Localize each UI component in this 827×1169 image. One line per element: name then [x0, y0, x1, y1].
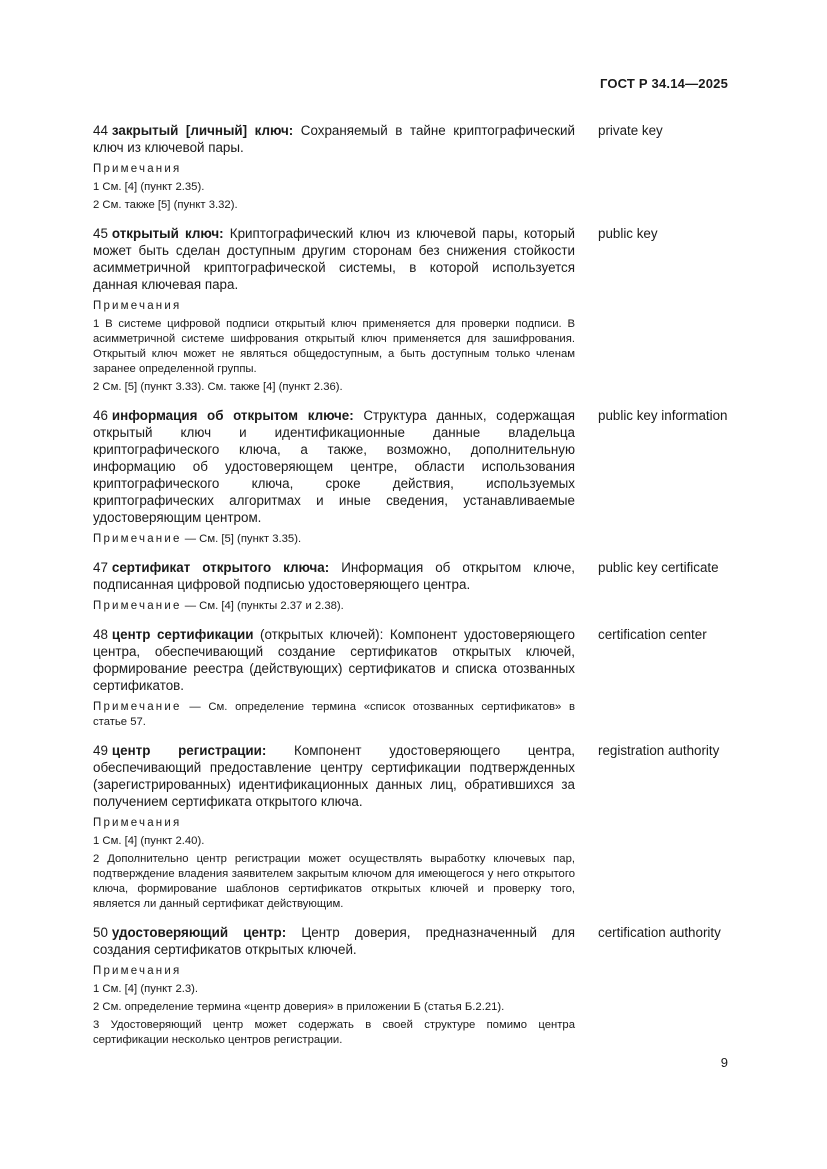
notes-heading: Примечания	[93, 817, 182, 829]
english-equivalent: public key information	[598, 408, 728, 423]
term-entry-46	[93, 407, 733, 547]
term-number: 47	[93, 560, 108, 575]
term-name: центр регистрации:	[111, 743, 267, 758]
notes-block	[93, 299, 575, 395]
note-item: 2 См. определение термина «центр доверия» в приложении Б (статья Б.2.21).	[93, 1001, 505, 1013]
term-definition	[93, 626, 575, 694]
english-equivalent: public key	[598, 226, 658, 241]
terms-list	[93, 122, 733, 1054]
definition-text: Криптографический ключ из ключевой пары, который может быть сделан доступным другим сторонам без снижения стойкости асимметричной криптографической системы, в которой используется данная ключевая пара.	[93, 226, 575, 292]
note-single	[93, 532, 575, 547]
term-definition	[93, 742, 575, 810]
page-number: 9	[720, 1055, 728, 1070]
notes-heading: Примечания	[93, 300, 182, 312]
note-item: 3 Удостоверяющий центр может содержать в своей структуре помимо центра сертификации несколько центров регистрации.	[93, 1019, 575, 1046]
term-name: закрытый [личный] ключ:	[111, 123, 294, 138]
notes-block	[93, 964, 575, 1048]
term-name: удостоверяющий центр:	[111, 925, 287, 940]
english-equivalent: certification authority	[598, 925, 721, 940]
term-entry-48	[93, 626, 733, 730]
note-label: Примечание	[93, 533, 182, 545]
notes-block	[93, 599, 575, 614]
note-item: 1 В системе цифровой подписи открытый ключ применяется для проверки подписи. В асимметричной системе шифрования открытый ключ применяется для зашифрования. Открытый ключ может не являться общедоступным, а быть доступным только членам заранее определенной группы.	[93, 318, 575, 375]
definition-text: Информация об открытом ключе, подписанная цифровой подписью удостоверяющего центра.	[93, 560, 575, 592]
note-item: 2 Дополнительно центр регистрации может осуществлять выработку ключевых пар, подтверждение владения заявителем закрытым ключом для имеющегося у него открытого ключа, формирование шаблонов сертификатов открытых ключей и проверку того, является ли данный сертификат действующим.	[93, 853, 575, 910]
term-entry-50	[93, 924, 733, 1048]
note-single	[93, 599, 575, 614]
term-definition	[93, 407, 575, 526]
term-entry-44	[93, 122, 733, 213]
term-definition	[93, 559, 575, 593]
definition-text: Сохраняемый в тайне криптографический ключ из ключевой пары.	[93, 123, 575, 155]
term-number: 50	[93, 925, 108, 940]
notes-block	[93, 700, 575, 730]
term-name: открытый ключ:	[111, 226, 224, 241]
term-entry-49	[93, 742, 733, 912]
term-number: 45	[93, 226, 108, 241]
note-item: 1 См. [4] (пункт 2.40).	[93, 835, 205, 847]
english-equivalent: certification center	[598, 627, 707, 642]
note-text: — См. [4] (пункты 2.37 и 2.38).	[184, 600, 344, 612]
term-entry-47	[93, 559, 733, 614]
note-text: — См. определение термина «список отозванных сертификатов» в статье 57.	[93, 701, 575, 728]
english-equivalent: registration authority	[598, 743, 720, 758]
document-header: ГОСТ Р 34.14—2025	[599, 76, 728, 91]
note-label: Примечание	[93, 600, 182, 612]
notes-block	[93, 816, 575, 912]
note-item: 1 См. [4] (пункт 2.35).	[93, 181, 205, 193]
term-number: 49	[93, 743, 108, 758]
note-item: 2 См. [5] (пункт 3.33). См. также [4] (пункт 2.36).	[93, 381, 343, 393]
term-name: сертификат открытого ключа:	[111, 560, 330, 575]
notes-heading: Примечания	[93, 965, 182, 977]
note-item: 1 См. [4] (пункт 2.3).	[93, 983, 199, 995]
term-number: 46	[93, 408, 108, 423]
definition-text: Компонент удостоверяющего центра, обеспечивающий предоставление центру сертификации подтвержденных (зарегистрированных) идентификационных данных лиц, обратившихся за получением сертификата открытого ключа.	[93, 743, 575, 809]
note-label: Примечание	[93, 701, 182, 713]
term-definition	[93, 225, 575, 293]
definition-text: Компонент удостоверяющего центра, обеспечивающий создание сертификатов открытых ключей, формирование реестра (действующих) сертификатов и списка отозванных сертификатов.	[93, 627, 575, 693]
term-definition	[93, 924, 575, 958]
notes-heading: Примечания	[93, 163, 182, 175]
term-definition	[93, 122, 575, 156]
english-equivalent: public key certificate	[598, 560, 719, 575]
note-single	[93, 700, 575, 730]
term-number: 48	[93, 627, 108, 642]
term-number: 44	[93, 123, 108, 138]
definition-text: Центр доверия, предназначенный для создания сертификатов открытых ключей.	[93, 925, 575, 957]
note-text: — См. [5] (пункт 3.35).	[184, 533, 302, 545]
term-name: информация об открытом ключе:	[111, 408, 354, 423]
notes-block	[93, 532, 575, 547]
note-item: 2 См. также [5] (пункт 3.32).	[93, 199, 238, 211]
definition-text: Структура данных, содержащая открытый ключ и идентификационные данные владельца криптографического ключа, а также, возможно, дополнительную информацию об удостоверяющем центре, области использования криптографического ключа, сроке действия, используемых криптографических алгоритмах и иные сведения, устанавливаемые удостоверяющим центром.	[93, 408, 575, 525]
term-qualifier: (открытых ключей):	[260, 627, 384, 642]
notes-block	[93, 162, 575, 213]
english-equivalent: private key	[598, 123, 663, 138]
term-name: центр сертификации	[111, 627, 254, 642]
term-entry-45	[93, 225, 733, 395]
